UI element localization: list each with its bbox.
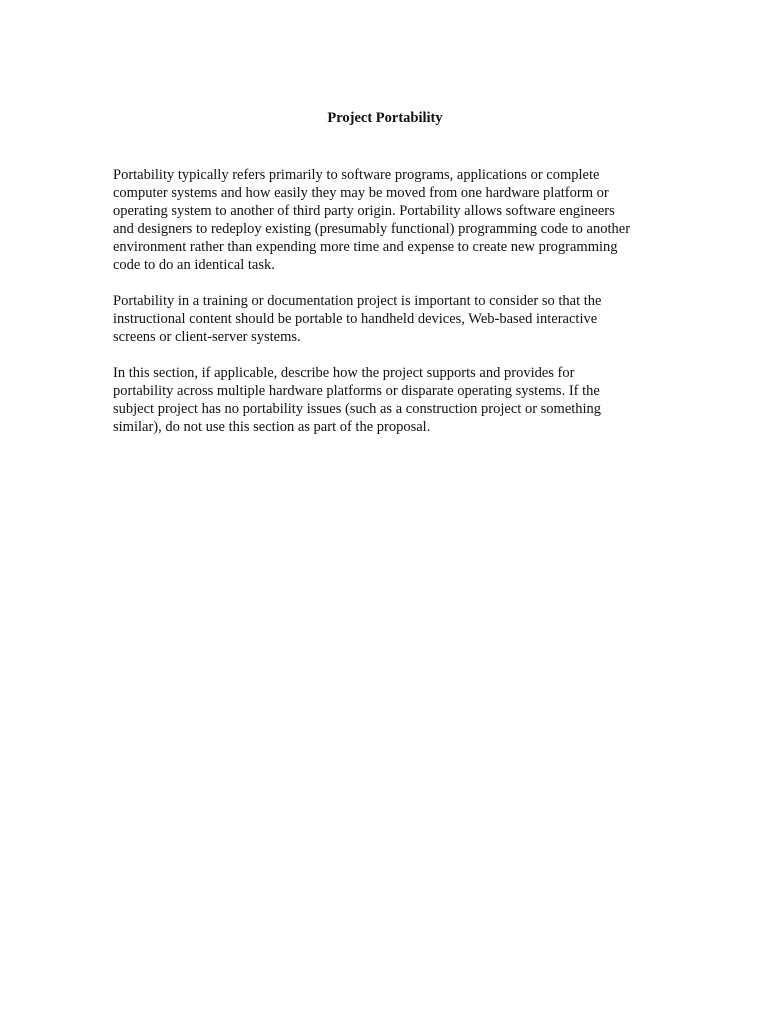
paragraph-line: portability across multiple hardware platforms or disparate operating systems. If the xyxy=(113,383,600,399)
paragraph-1 xyxy=(113,166,673,274)
paragraph-line: screens or client-server systems. xyxy=(113,329,301,345)
paragraph-line: Portability in a training or documentation project is important to consider so that the xyxy=(113,293,602,309)
paragraph-2 xyxy=(113,292,673,346)
paragraph-line: subject project has no portability issues (such as a construction project or something xyxy=(113,401,602,417)
paragraph-line: In this section, if applicable, describe how the project supports and provides for xyxy=(113,365,575,381)
paragraph-line: instructional content should be portable to handheld devices, Web-based interactive xyxy=(113,311,598,327)
document-body xyxy=(113,166,673,454)
paragraph-line: environment rather than expending more time and expense to create new programming xyxy=(113,239,618,255)
paragraph-line: similar), do not use this section as part of the proposal. xyxy=(113,419,431,435)
paragraph-line: Portability typically refers primarily to software programs, applications or complete xyxy=(113,167,600,183)
paragraph-line: computer systems and how easily they may be moved from one hardware platform or xyxy=(113,185,609,201)
paragraph-line: and designers to redeploy existing (presumably functional) programming code to another xyxy=(113,221,631,237)
paragraph-3 xyxy=(113,364,673,436)
document-title: Project Portability xyxy=(327,110,443,126)
paragraph-line: code to do an identical task. xyxy=(113,257,275,273)
paragraph-line: operating system to another of third party origin. Portability allows software engineers xyxy=(113,203,615,219)
